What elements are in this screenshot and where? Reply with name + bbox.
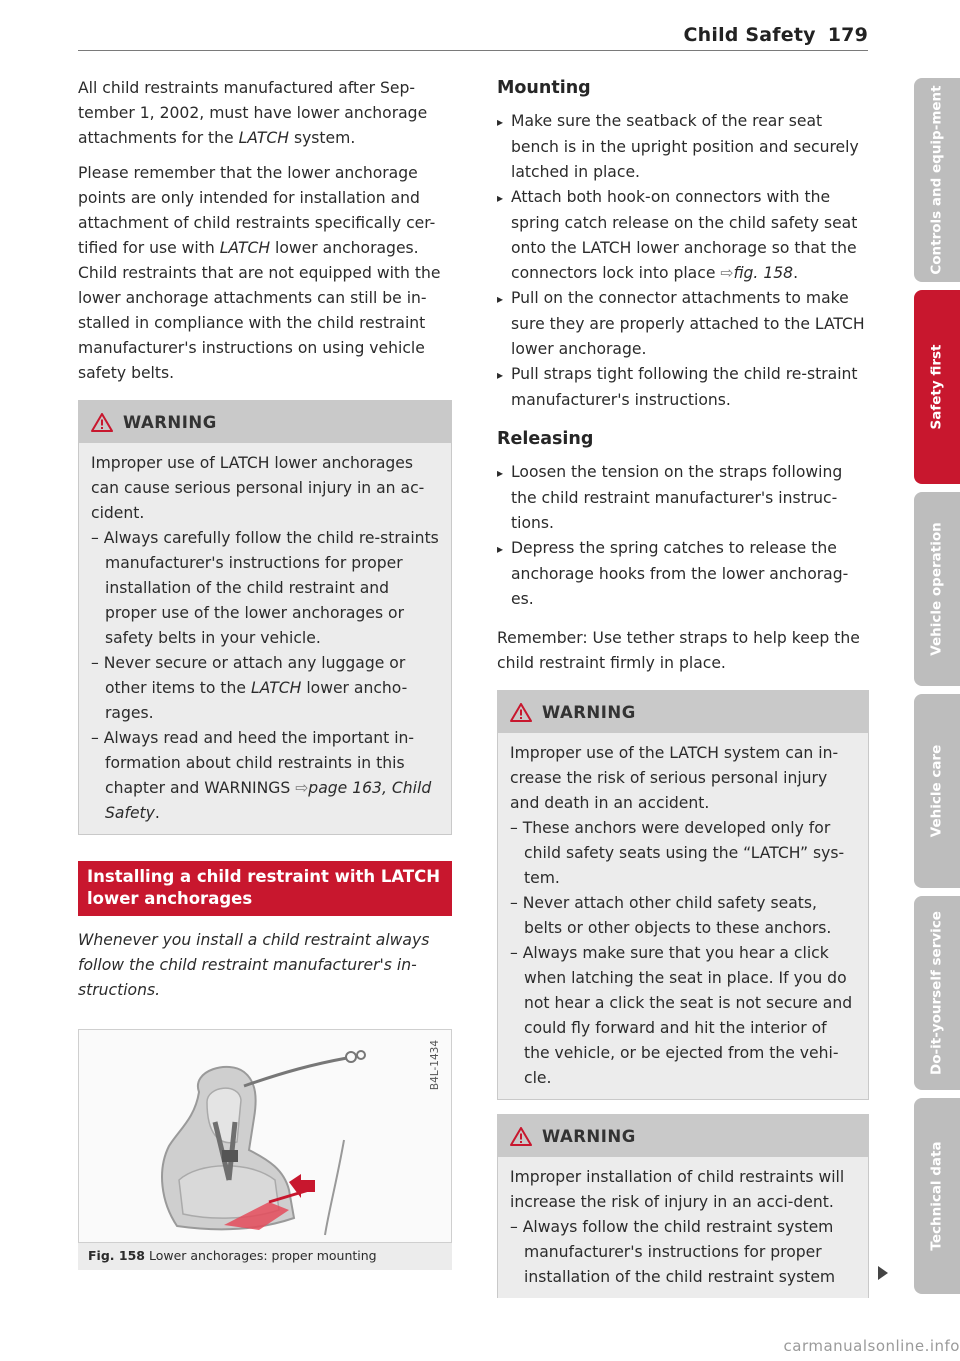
releasing-heading: Releasing bbox=[497, 429, 594, 449]
warning-header: WARNING bbox=[79, 401, 451, 443]
list-item: ▸ Pull straps tight following the child re-straint manufacturer's instructions. bbox=[497, 362, 869, 413]
warning-item: – Always make sure that you hear a click when latching the seat in place. If you do not hear a click the seat is not secure and could fly forward and hit the interior of the vehicle, or be ejected from the vehi-cle. bbox=[510, 944, 853, 1087]
list-item: ▸ Loosen the tension on the straps following the child restraint manufacturer's instruc-tions. bbox=[497, 460, 869, 536]
warning-box bbox=[497, 690, 869, 1100]
paragraph: Remember: Use tether straps to help keep the child restraint firmly in place. bbox=[497, 629, 860, 672]
left-column bbox=[78, 76, 452, 1270]
list-item: ▸ Attach both hook-on connectors with the spring catch release on the child safety seat onto the LATCH lower anchorage so that the connectors lock into place ⇨fig. 158. bbox=[497, 185, 869, 286]
warning-item: – Never attach other child safety seats, belts or other objects to these anchors. bbox=[510, 894, 832, 937]
warning-intro: Improper use of the LATCH system can in-crease the risk of serious personal injury and death in an accident. bbox=[510, 744, 839, 812]
section-title: Child Safety bbox=[683, 24, 816, 46]
tab-do-it-yourself[interactable]: Do-it-yourself service bbox=[914, 896, 960, 1090]
tab-vehicle-operation[interactable]: Vehicle operation bbox=[914, 492, 960, 686]
warning-icon bbox=[91, 413, 113, 432]
running-head bbox=[683, 24, 868, 46]
tab-technical-data[interactable]: Technical data bbox=[914, 1098, 960, 1294]
warning-intro: Improper installation of child restraints will increase the risk of injury in an acci-dent. bbox=[510, 1168, 845, 1211]
figure-158 bbox=[78, 1029, 452, 1243]
warning-icon bbox=[510, 703, 532, 722]
mounting-heading: Mounting bbox=[497, 78, 591, 98]
right-column bbox=[497, 76, 869, 1312]
warning-box bbox=[497, 1114, 869, 1298]
child-seat-illustration bbox=[79, 1030, 451, 1242]
section-intro: Whenever you install a child restraint always follow the child restraint manufacturer's in-structions. bbox=[78, 931, 430, 999]
tab-controls[interactable]: Controls and equip-ment bbox=[914, 78, 960, 282]
paragraph: All child restraints manufactured after Sep-tember 1, 2002, must have lower anchorage attachments for the LATCH system. bbox=[78, 79, 428, 147]
cross-ref-arrow-icon: ⇨ bbox=[295, 779, 309, 797]
tab-vehicle-care[interactable]: Vehicle care bbox=[914, 694, 960, 888]
warning-item: – Never secure or attach any luggage or other items to the LATCH lower ancho-rages. bbox=[91, 654, 408, 722]
list-item: ▸ Pull on the connector attachments to make sure they are properly attached to the LATCH lower anchorage. bbox=[497, 286, 869, 362]
list-item: ▸ Depress the spring catches to release the anchorage hooks from the lower anchorag-es. bbox=[497, 536, 869, 612]
warning-intro: Improper use of LATCH lower anchorages can cause serious personal injury in an ac-cident. bbox=[91, 454, 425, 522]
warning-item: – Always carefully follow the child re-straints manufacturer's instructions for proper installation of the child restraint and proper use of the lower anchorages or safety belts in your vehicle. bbox=[91, 529, 439, 647]
figure-link[interactable]: fig. 158 bbox=[733, 264, 794, 282]
warning-icon bbox=[510, 1127, 532, 1146]
warning-item: – Always follow the child restraint system manufacturer's instructions for proper installation of the child restraint system bbox=[510, 1218, 836, 1286]
footer-watermark: carmanualsonline.info bbox=[783, 1337, 960, 1355]
page-number: 179 bbox=[827, 24, 868, 46]
section-heading: Installing a child restraint with LATCH lower anchorages bbox=[78, 861, 452, 916]
warning-item: – Always read and heed the important in-formation about child restraints in this chapter and WARNINGS ⇨page 163, Child Safety. bbox=[91, 729, 432, 822]
warning-header: WARNING bbox=[498, 1115, 868, 1157]
continue-arrow-icon bbox=[878, 1266, 888, 1280]
tab-safety-first[interactable]: Safety first bbox=[914, 290, 960, 484]
paragraph: Please remember that the lower anchorage points are only intended for installation and attachment of child restraints specifically cer-tified for use with LATCH lower anchorages. Child restraints that are not equipped with the lower anchorage attachments can still be in-stalled in compliance with the child restraint manufacturer's instructions on using vehicle safety belts. bbox=[78, 164, 441, 382]
cross-ref-arrow-icon: ⇨ bbox=[720, 264, 734, 282]
warning-box bbox=[78, 400, 452, 835]
list-item: ▸ Make sure the seatback of the rear seat bench is in the upright position and securely latched in place. bbox=[497, 109, 869, 185]
figure-id: B4L-1434 bbox=[429, 1040, 441, 1091]
header-rule bbox=[78, 50, 868, 51]
figure-caption: Fig. 158 Lower anchorages: proper mounting bbox=[78, 1243, 452, 1270]
warning-header: WARNING bbox=[498, 691, 868, 733]
page-link[interactable]: page 163, Child Safety bbox=[105, 779, 432, 822]
warning-item: – These anchors were developed only for child safety seats using the “LATCH” sys-tem. bbox=[510, 819, 845, 887]
